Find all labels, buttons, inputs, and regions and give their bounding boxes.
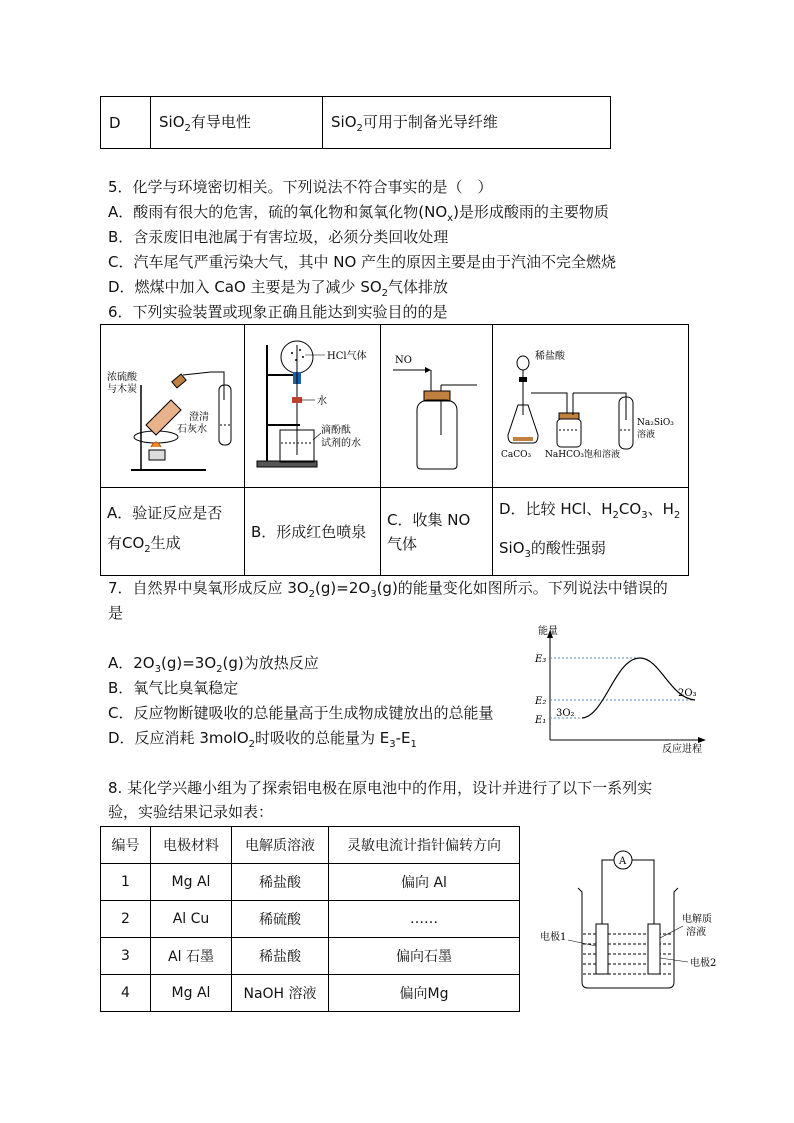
text: 时吸收的总能量为 E [255, 729, 390, 747]
text: (g)=2O [315, 579, 371, 597]
header-cell: 灵敏电流计指针偏转方向 [329, 827, 520, 864]
subscript: 3 [370, 589, 377, 600]
text: 有CO [107, 534, 145, 552]
e1-label: E₁ [535, 715, 547, 726]
label-no: NO [395, 355, 412, 366]
text: -E [395, 729, 411, 747]
text: A．2O [108, 654, 155, 672]
subscript: 2 [356, 123, 363, 134]
text: 、H [647, 499, 674, 518]
header-cell: 电解质溶液 [232, 827, 329, 864]
text: )是形成酸雨的主要物质 [453, 203, 609, 221]
text: CO [618, 499, 642, 518]
header-cell: 编号 [101, 827, 151, 864]
option-c-line1: C．收集 NO [387, 510, 471, 529]
option-b-cell: B．形成红色喷泉 [245, 488, 381, 576]
figure-b-cell [245, 325, 381, 488]
subscript: 3 [641, 509, 648, 521]
text: 有导电性 [190, 113, 251, 131]
q5-stem: 5．化学与环境密切相关。下列说法不符合事实的是（ ） [108, 178, 493, 196]
text: D．燃煤中加入 CaO 主要是为了减少 SO [108, 278, 382, 296]
option-a-line2 [107, 528, 243, 565]
subscript: 2 [673, 509, 681, 521]
table-cell: 稀硫酸 [232, 901, 329, 938]
label-conc-acid: 浓硫酸 [107, 372, 137, 383]
apparatus-c-figure [381, 325, 492, 483]
row-label: D [101, 97, 151, 149]
text: 气体排放 [388, 278, 449, 296]
option-d-line2 [499, 532, 687, 571]
table-cell: 稀盐酸 [232, 938, 329, 975]
text: SiO [159, 113, 185, 131]
q5-option-a [108, 202, 609, 229]
text: 可用于制备光导纤维 [362, 113, 498, 131]
table-cell: NaOH 溶液 [232, 975, 329, 1012]
q7-option-a [108, 653, 319, 680]
header-cell: 电极材料 [151, 827, 232, 864]
figure-c-cell [381, 325, 493, 488]
text: (g)为放热反应 [222, 654, 319, 672]
subscript: 2 [381, 288, 389, 299]
label-solution: 溶液 [637, 430, 656, 440]
q7-stem-line1 [108, 578, 668, 605]
subscript: 2 [216, 664, 223, 675]
q5-option-b: B．含汞废旧电池属于有害垃圾，必须分类回收处理 [108, 228, 449, 246]
table-cell: Al 石墨 [151, 938, 232, 975]
electrolyte-label-2: 溶液 [686, 927, 706, 938]
q6-stem: 6．下列实验装置或现象正确且能达到实验目的的是 [108, 303, 448, 321]
q6-table [100, 324, 689, 576]
e2-label: E₂ [535, 696, 547, 707]
table-cell: Mg Al [151, 864, 232, 901]
table-cell: 2 [101, 901, 151, 938]
option-c-line2: 气体 [387, 534, 418, 553]
table-cell: 4 [101, 975, 151, 1012]
table-cell: 稀盐酸 [232, 864, 329, 901]
option-c-cell [381, 488, 493, 576]
q8-stem-line2: 验，实验结果记录如表： [108, 803, 274, 821]
galvanic-cell-diagram [538, 846, 728, 996]
subscript: 2 [248, 739, 256, 750]
q8-table [100, 826, 520, 1012]
q7-option-d [108, 728, 417, 755]
table-cell: 3 [101, 938, 151, 975]
table-cell: 1 [101, 864, 151, 901]
table-cell: …… [329, 901, 520, 938]
option-d-line1 [499, 493, 687, 532]
text: SiO [499, 538, 525, 557]
q7-option-b: B．氧气比臭氧稳定 [108, 679, 239, 697]
label-hcl-gas: HCl气体 [327, 351, 367, 362]
subscript: 2 [612, 509, 619, 521]
table-row [101, 901, 520, 938]
text: 7．自然界中臭氧形成反应 3O [108, 579, 309, 597]
subscript: x [447, 213, 454, 224]
text: D．反应消耗 3molO [108, 729, 249, 747]
option-a-cell [101, 488, 245, 576]
text: 的酸性强弱 [530, 538, 606, 557]
ammeter-label: A [619, 856, 627, 867]
table-cell: 偏向Mg [329, 975, 520, 1012]
text: D．比较 HCl、H [499, 499, 613, 518]
table-header-row [101, 827, 520, 864]
row-d-table [100, 96, 611, 149]
text: A．酸雨有很大的危害，硫的氧化物和氮氧化物(NO [108, 203, 448, 221]
figure-a-cell [101, 325, 245, 488]
table-cell: Al Cu [151, 901, 232, 938]
q7-stem-line2: 是 [108, 604, 124, 622]
q7-option-c: C．反应物断键吸收的总能量高于生成物成键放出的总能量 [108, 704, 494, 722]
product-label: 2O₃ [678, 688, 697, 699]
subscript: 2 [308, 589, 316, 600]
apparatus-d-figure [493, 325, 688, 483]
table-cell: 偏向石墨 [329, 938, 520, 975]
subscript: 3 [524, 548, 531, 560]
table-cell: Mg Al [151, 975, 232, 1012]
table-row [101, 97, 611, 149]
energy-diagram [530, 622, 715, 757]
electrode1-label: 电极1 [540, 932, 567, 943]
table-cell: 偏向 Al [329, 864, 520, 901]
q5-option-c: C．汽车尾气严重污染大气，其中 NO 产生的原因主要是由于汽油不完全燃烧 [108, 253, 617, 271]
option-d-cell [493, 488, 689, 576]
e3-label: E₃ [535, 654, 547, 665]
figure-row [101, 325, 689, 488]
label-dilute-hcl: 稀盐酸 [535, 351, 565, 362]
subscript: 2 [184, 123, 191, 134]
subscript: 3 [389, 739, 396, 750]
label-caco3: CaCO₃ [501, 450, 532, 460]
electrolyte-label-1: 电解质 [682, 914, 712, 925]
text: (g)=3O [161, 654, 217, 672]
reactant-label: 3O₂ [556, 708, 575, 719]
figure-d-cell [493, 325, 689, 488]
option-row [101, 488, 689, 576]
text: 生成 [150, 534, 181, 552]
label-limewater: 石灰水 [177, 424, 207, 435]
apparatus-a-figure [101, 325, 244, 483]
table-row [101, 975, 520, 1012]
label-na2sio3: Na₂SiO₃ [637, 418, 674, 428]
property-cell [151, 97, 323, 149]
option-a-line1: A．验证反应是否 [107, 504, 223, 522]
subscript: 1 [410, 739, 417, 750]
table-row [101, 938, 520, 975]
label-nahco3: NaHCO₃饱和溶液 [545, 450, 620, 460]
subscript: 3 [154, 664, 161, 675]
label-charcoal: 与木炭 [107, 384, 137, 395]
label-water: 水 [317, 396, 327, 407]
text: (g)的能量变化如图所示。下列说法中错误的 [376, 579, 668, 597]
ylabel: 能量 [538, 626, 558, 637]
xlabel: 反应进程 [662, 744, 702, 755]
q8-stem-line1: 8. 某化学兴趣小组为了探索铝电极在原电池中的作用，设计并进行了以下一系列实 [108, 779, 653, 797]
application-cell [323, 97, 611, 149]
text: SiO [331, 113, 357, 131]
apparatus-b-figure [245, 325, 380, 483]
electrode2-label: 电极2 [690, 958, 717, 969]
label-clear: 澄清 [189, 412, 209, 423]
label-water-indicator: 试剂的水 [321, 438, 361, 449]
q5-option-d [108, 277, 448, 304]
label-phenolphthalein: 滴酚酞 [321, 425, 351, 436]
subscript: 2 [144, 544, 151, 555]
table-row [101, 864, 520, 901]
